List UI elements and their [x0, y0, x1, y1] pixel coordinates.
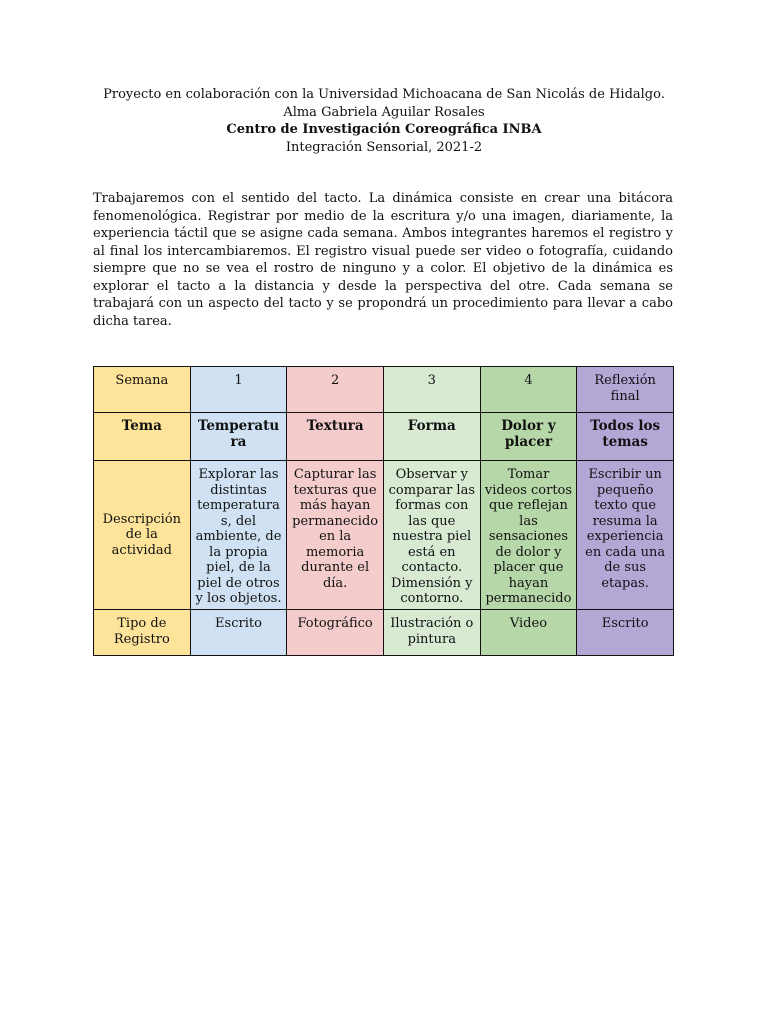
cell-tipo-label: Tipo de Registro [94, 610, 191, 656]
cell-tipo-5: Escrito [577, 610, 674, 656]
cell-tipo-2: Fotográfico [287, 610, 384, 656]
cell-tema-5: Todos los temas [577, 413, 674, 461]
cell-tema-label: Tema [94, 413, 191, 461]
cell-tipo-4: Video [480, 610, 577, 656]
header-course-line: Integración Sensorial, 2021-2 [285, 139, 483, 155]
cell-semana-final: Reflexión final [577, 367, 674, 413]
cell-semana-1: 1 [190, 367, 287, 413]
cell-descripcion-1: Explorar las distintas temperaturas, del ambiente, de la propia piel, de la piel de otros y los objetos. [190, 461, 287, 610]
cell-semana-3: 3 [383, 367, 480, 413]
cell-tema-4: Dolor y placer [480, 413, 577, 461]
cell-tipo-3: Ilustración o pintura [383, 610, 480, 656]
document-header [0, 86, 768, 156]
cell-tema-1: Temperatura [190, 413, 287, 461]
cell-descripcion-5: Escribir un pequeño texto que resuma la experiencia en cada una de sus etapas. [577, 461, 674, 610]
row-tipo [94, 610, 674, 656]
header-author-line: Alma Gabriela Aguilar Rosales [283, 104, 485, 120]
header-collaboration-line: Proyecto en colaboración con la Universidad Michoacana de San Nicolás de Hidalgo. [103, 87, 665, 102]
cell-semana-4: 4 [480, 367, 577, 413]
row-tema [94, 413, 674, 461]
row-semana [94, 367, 674, 413]
cell-tema-3: Forma [383, 413, 480, 461]
cell-tipo-1: Escrito [190, 610, 287, 656]
cell-descripcion-2: Capturar las texturas que más hayan permanecido en la memoria durante el día. [287, 461, 384, 610]
cell-tema-2: Textura [287, 413, 384, 461]
cell-descripcion-3: Observar y comparar las formas con las que nuestra piel está en contacto. Dimensión y contorno. [383, 461, 480, 610]
cell-descripcion-label: Descripción de la actividad [94, 461, 191, 610]
cell-semana-label: Semana [94, 367, 191, 413]
header-institution-line: Centro de Investigación Coreográfica INBA [226, 122, 542, 137]
cell-semana-2: 2 [287, 367, 384, 413]
row-descripcion [94, 461, 674, 610]
intro-paragraph: Trabajaremos con el sentido del tacto. La dinámica consiste en crear una bitácora fenomenológica. Registrar por medio de la escritura y/o una imagen, diariamente, la experiencia táctil que se asigne cada semana. Ambos integrantes haremos el registro y al final los intercambiaremos. El registro visual puede ser video o fotografía, cuidando siempre que no se vea el rostro de ninguno y a color. El objetivo de la dinámica es explorar el tacto a la distancia y desde la perspectiva del otre. Cada semana se trabajará con un aspecto del tacto y se propondrá un procedimiento para llevar a cabo dicha tarea. [93, 191, 673, 329]
cell-descripcion-4: Tomar videos cortos que reflejan las sensaciones de dolor y placer que hayan permanecido [480, 461, 577, 610]
activity-table [93, 366, 674, 656]
